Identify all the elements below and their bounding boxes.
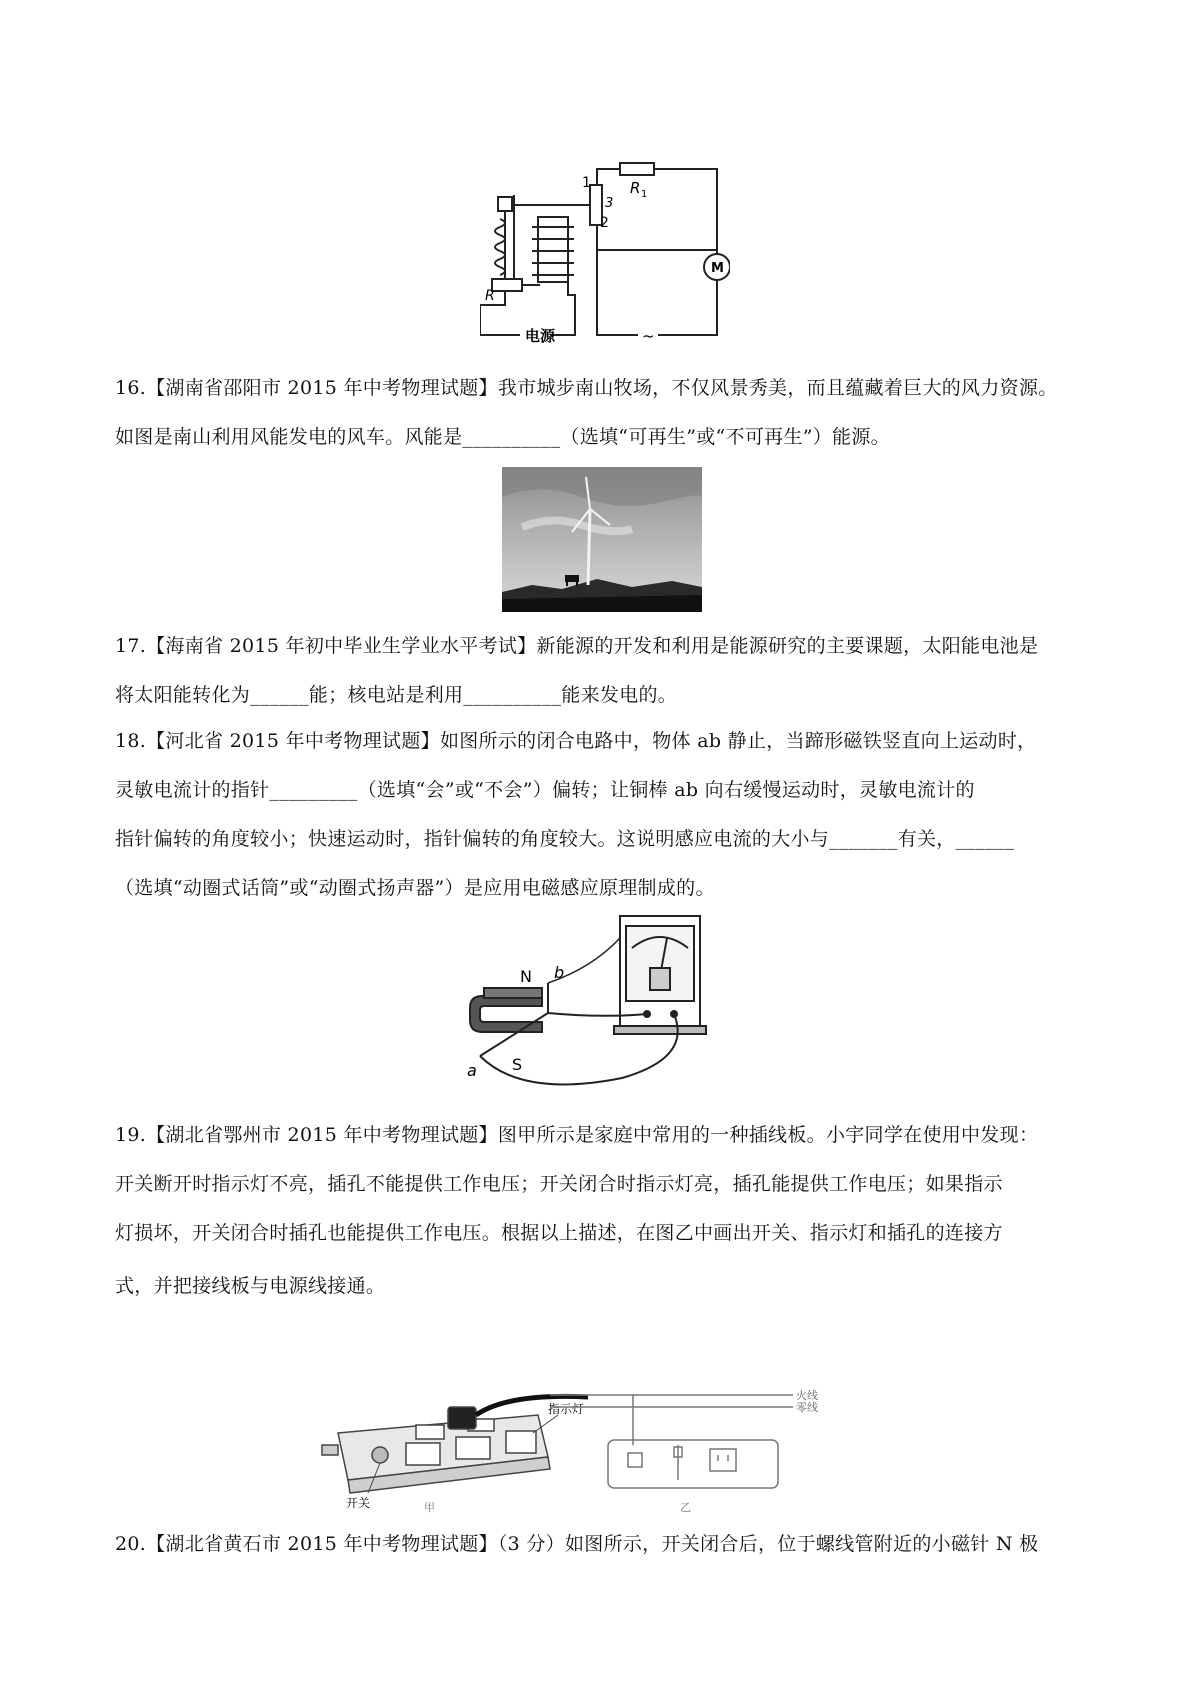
wind-turbine-photo	[502, 467, 702, 612]
contact-label-2: 2	[600, 215, 609, 231]
resistor-r1-subscript: 1	[641, 189, 648, 200]
question-16	[115, 364, 1105, 462]
magnet-pole-n: N	[520, 967, 532, 986]
question-18	[115, 717, 1105, 913]
switch-label: 开关	[346, 1496, 371, 1510]
relay-circuit-figure	[480, 155, 730, 355]
rod-end-b: b	[554, 963, 565, 982]
power-strip-figure	[318, 1385, 898, 1515]
question-19-line-1: 19.【湖北省鄂州市 2015 年中考物理试题】图甲所示是家庭中常用的一种插线板。小宇同学在使用中发现：	[115, 1124, 1039, 1146]
question-17-line-1: 17.【海南省 2015 年初中毕业生学业水平考试】新能源的开发和利用是能源研究的主要课题，太阳能电池是	[115, 635, 1039, 657]
rod-end-a: a	[467, 1061, 477, 1080]
question-19-line-2: 开关断开时指示灯不亮，插孔不能提供工作电压；开关闭合时指示灯亮，插孔能提供工作电压；如果指示	[115, 1173, 1003, 1195]
question-17-line-2: 将太阳能转化为______能；核电站是利用__________能来发电的。	[115, 684, 678, 706]
question-19-continuation	[115, 1262, 1105, 1311]
question-19	[115, 1111, 1105, 1258]
indicator-light-label: 指示灯	[548, 1402, 585, 1416]
question-18-line-2: 灵敏电流计的指针_________（选填“会”或“不会”）偏转；让铜棒 ab 向右缓慢运动时，灵敏电流计的	[115, 779, 975, 801]
question-16-line-2: 如图是南山利用风能发电的风车。风能是__________（选填“可再生”或“不可再生”）能源。	[115, 426, 890, 448]
question-20	[115, 1520, 1105, 1569]
figure-jia-label: 甲	[424, 1501, 435, 1514]
contact-label-3: 3	[605, 196, 614, 211]
question-18-line-4: （选填“动圈式话筒”或“动圈式扬声器”）是应用电磁感应原理制成的。	[115, 877, 715, 899]
neutral-wire-label: 零线	[796, 1401, 818, 1414]
motor-label: M	[711, 261, 724, 276]
question-17	[115, 622, 1105, 720]
question-18-line-1: 18.【河北省 2015 年中考物理试题】如图所示的闭合电路中，物体 ab 静止，当蹄形磁铁竖直向上运动时，	[115, 730, 1037, 752]
question-20-line-1: 20.【湖北省黄石市 2015 年中考物理试题】（3 分）如图所示，开关闭合后，位于螺线管附近的小磁针 N 极	[115, 1533, 1039, 1555]
power-source-label: 电源	[525, 327, 556, 345]
resistor-r1-label: R	[630, 179, 641, 197]
resistor-r-label: R	[485, 288, 495, 304]
question-19-line-4: 式，并把接线板与电源线接通。	[115, 1275, 386, 1297]
question-16-line-1: 16.【湖南省邵阳市 2015 年中考物理试题】我市城步南山牧场，不仅风景秀美，而且蕴藏着巨大的风力资源。	[115, 377, 1058, 399]
question-18-line-3: 指针偏转的角度较小；快速运动时，指针偏转的角度较大。这说明感应电流的大小与_______有关，______	[115, 828, 1015, 850]
contact-label-1: 1	[582, 175, 591, 191]
magnet-galvanometer-figure	[462, 908, 722, 1088]
question-19-line-3: 灯损坏，开关闭合时插孔也能提供工作电压。根据以上描述，在图乙中画出开关、指示灯和插孔的连接方	[115, 1222, 1003, 1244]
ac-symbol-label: ~	[642, 327, 655, 345]
figure-yi-label: 乙	[680, 1501, 691, 1514]
magnet-pole-s: S	[512, 1055, 523, 1074]
live-wire-label: 火线	[796, 1389, 818, 1402]
